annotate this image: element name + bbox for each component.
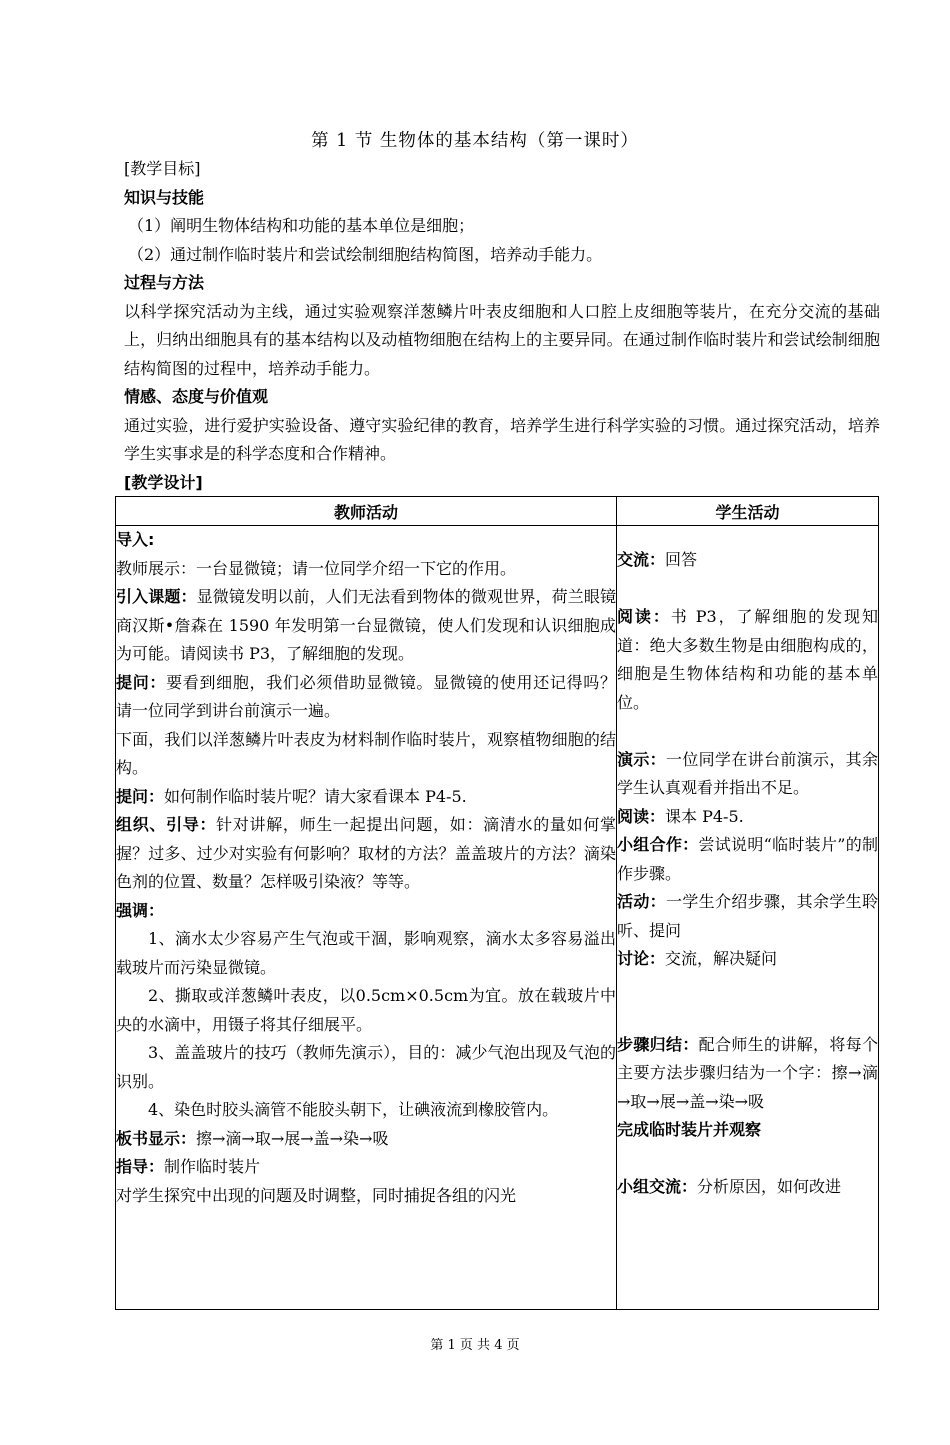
read2-label: 阅读： bbox=[617, 806, 666, 826]
steps-label: 步骤归结： bbox=[617, 1034, 699, 1054]
discussion-text: 交流，解决疑问 bbox=[665, 949, 778, 968]
organize-label: 组织、引导： bbox=[116, 815, 217, 834]
page-footer: 第 1 页 共 4 页 bbox=[430, 1338, 520, 1353]
read1-label: 阅读： bbox=[617, 607, 671, 626]
question1-text: 要看到细胞，我们必须借助显微镜。显微镜的使用还记得吗？ 请一位同学到讲台前演示一遍。 bbox=[116, 672, 616, 720]
emphasis-item-4: 4、染色时胶头滴管不能胶头朝下，让碘液流到橡胶管内。 bbox=[148, 1100, 559, 1119]
table-row bbox=[116, 526, 879, 1310]
group-work-label: 小组合作： bbox=[617, 835, 699, 854]
steps-text: 配合师生的讲解，将每个主要方法步骤归结为一个字：擦→滴→取→展→盖→染→吸 bbox=[617, 1034, 878, 1111]
group-work-text: 尝试说明“临时装片”的制作步骤。 bbox=[617, 835, 878, 883]
emotion-heading: 情感、态度与价值观 bbox=[124, 387, 269, 406]
demo-text: 一位同学在讲台前演示，其余学生认真观看并指出不足。 bbox=[617, 749, 878, 797]
activity-text: 一学生介绍步骤，其余学生聆听、提问 bbox=[617, 892, 878, 940]
next-text: 下面，我们以洋葱鳞片叶表皮为材料制作临时装片，观察植物细胞的结构。 bbox=[116, 729, 616, 777]
process-heading: 过程与方法 bbox=[124, 273, 205, 292]
guide-label: 指导： bbox=[116, 1157, 165, 1176]
design-heading: [教学设计] bbox=[124, 472, 203, 492]
demo-label: 演示： bbox=[617, 749, 666, 769]
emphasis-label: 强调： bbox=[116, 900, 165, 920]
question2-label: 提问： bbox=[116, 786, 165, 806]
emphasis-item-2: 2、撕取或洋葱鳞叶表皮，以0.5cm×0.5cm为宜。放在载玻片中央的水滴中，用镊子将其仔细展平。 bbox=[116, 986, 616, 1034]
exchange-label: 交流： bbox=[617, 550, 666, 569]
emphasis-item-3: 3、盖盖玻片的技巧（教师先演示），目的：减少气泡出现及气泡的识别。 bbox=[116, 1043, 616, 1091]
organize-text: 针对讲解，师生一起提出问题，如：滴清水的量如何掌握？过多、过少对实验有何影响？取材的方法？盖盖玻片的方法？滴染色剂的位置、数量？怎样吸引染液？等等。 bbox=[116, 815, 616, 891]
board-label: 板书显示： bbox=[116, 1128, 197, 1148]
design-table bbox=[115, 496, 879, 1310]
process-text: 以科学探究活动为主线，通过实验观察洋葱鳞片叶表皮细胞和人口腔上皮细胞等装片，在充分交流的基础上，归纳出细胞具有的基本结构以及动植物细胞在结构上的主要异同。在通过制作临时装片和尝试绘制细胞结构简图的过程中，培养动手能力。 bbox=[124, 301, 880, 378]
knowledge-heading: 知识与技能 bbox=[124, 187, 205, 207]
intro-label: 导入: bbox=[116, 530, 155, 549]
knowledge-item-2: （2）通过制作临时装片和尝试绘制细胞结构简图，培养动手能力。 bbox=[128, 244, 603, 264]
read1-text: 书 P3，了解细胞的发现知道：绝大多数生物是由细胞构成的，细胞是生物体结构和功能的基本单位。 bbox=[617, 607, 878, 712]
guide-text: 制作临时装片 bbox=[164, 1157, 261, 1176]
table-header-row bbox=[116, 497, 879, 526]
emphasis-item-1: 1、滴水太少容易产生气泡或干涸，影响观察，滴水太多容易溢出载玻片而污染显微镜。 bbox=[116, 929, 616, 977]
teacher-column-header: 教师活动 bbox=[116, 497, 617, 526]
board-text: 擦→滴→取→展→盖→染→吸 bbox=[196, 1128, 389, 1148]
intro-text: 教师展示：一台显微镜；请一位同学介绍一下它的作用。 bbox=[116, 558, 517, 578]
knowledge-item-1: （1）阐明生物体结构和功能的基本单位是细胞； bbox=[128, 216, 475, 235]
page-title: 第 1 节 生物体的基本结构（第一课时） bbox=[311, 131, 639, 151]
topic-label: 引入课题： bbox=[116, 587, 197, 606]
objectives-section bbox=[124, 155, 880, 497]
discussion-label: 讨论： bbox=[617, 949, 666, 968]
teacher-activity-cell bbox=[116, 526, 617, 1310]
activity-label: 活动： bbox=[617, 892, 666, 911]
topic-text: 显微镜发明以前，人们无法看到物体的微观世界，荷兰眼镜商汉斯•詹森在 1590 年发明第一台显微镜，使人们发现和认识细胞成为可能。请阅读书 P3，了解细胞的发现。 bbox=[116, 587, 616, 663]
read2-text: 课本 P4-5. bbox=[665, 806, 744, 826]
exchange-text: 回答 bbox=[665, 550, 698, 569]
question1-label: 提问： bbox=[116, 672, 167, 692]
emotion-text: 通过实验，进行爱护实验设备、遵守实验纪律的教育，培养学生进行科学实验的习惯。通过探究活动，培养学生实事求是的科学态度和合作精神。 bbox=[124, 415, 880, 463]
objectives-heading: [教学目标] bbox=[124, 159, 201, 178]
group-exchange-text: 分析原因，如何改进 bbox=[697, 1177, 842, 1196]
complete-label: 完成临时装片并观察 bbox=[617, 1120, 762, 1139]
student-column-header: 学生活动 bbox=[617, 497, 879, 526]
question2-text: 如何制作临时装片呢？请大家看课本 P4-5. bbox=[164, 786, 467, 806]
group-exchange-label: 小组交流： bbox=[617, 1177, 698, 1196]
last-text: 对学生探究中出现的问题及时调整，同时捕捉各组的闪光 bbox=[116, 1185, 517, 1205]
student-activity-cell bbox=[617, 526, 879, 1310]
